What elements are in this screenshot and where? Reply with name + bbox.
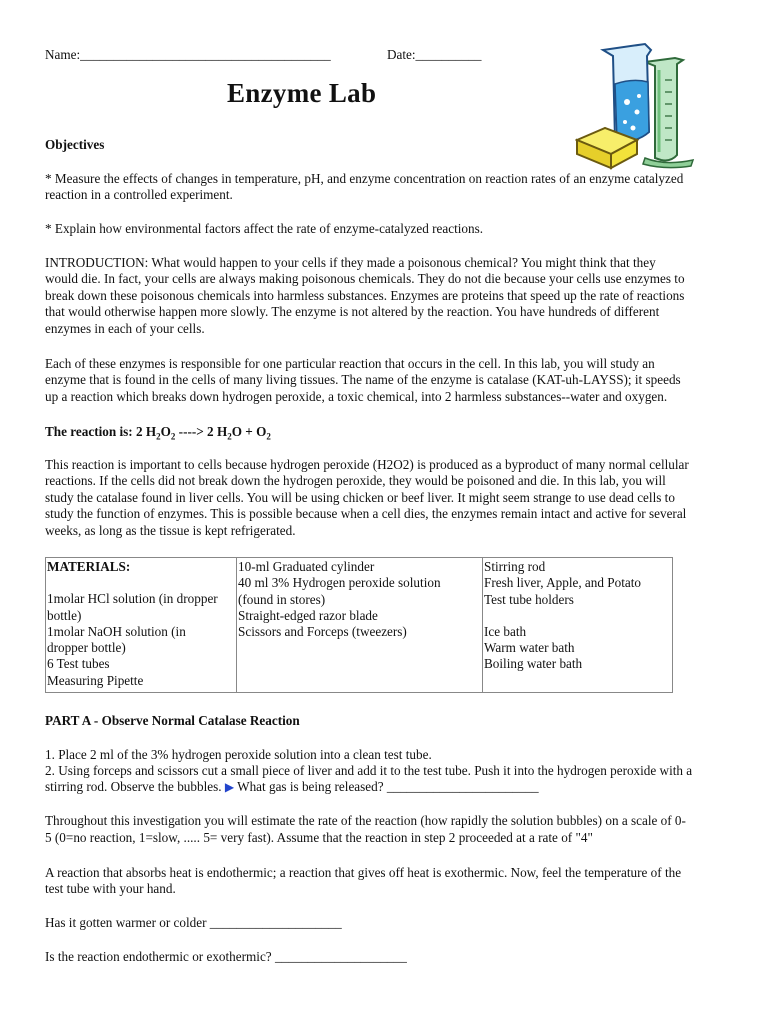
intro-line: that would otherwise happen more slowly. The enzyme is not altered by the reaction. You have hundreds of different xyxy=(45,304,660,319)
material-item: bottle) xyxy=(47,607,82,623)
para3-line: study the function of enzymes. This is possible because when a cell dies, the enzymes remain intact and active for several xyxy=(45,506,687,521)
materials-col-3 xyxy=(483,558,673,693)
material-item: 40 ml 3% Hydrogen peroxide solution xyxy=(238,575,441,591)
material-item: 6 Test tubes xyxy=(47,656,110,672)
gas-question[interactable]: What gas is being released? _______________________ xyxy=(237,779,539,794)
page-title: Enzyme Lab xyxy=(227,78,377,108)
intro-line: INTRODUCTION: What would happen to your cells if they made a poisonous chemical? You might think that they xyxy=(45,255,656,270)
heat-line-2: test tube with your hand. xyxy=(45,881,176,896)
material-item: Test tube holders xyxy=(484,591,574,607)
materials-table xyxy=(45,557,673,693)
materials-col-2 xyxy=(237,558,483,693)
intro-line: would die. In fact, your cells are always making poisonous chemicals. They do not die because your cells use enzymes to xyxy=(45,271,685,286)
reaction-equation: The reaction is: 2 $H_2O_2$ ----> 2 $H_2O + O_2$ xyxy=(45,424,271,442)
material-item: Warm water bath xyxy=(484,640,575,656)
part-a-step-2-line-2: stirring rod. Observe the bubbles. ▶ What gas is being released? _______________________ xyxy=(45,779,539,794)
material-item: dropper bottle) xyxy=(47,640,126,656)
material-item: (found in stores) xyxy=(238,591,326,607)
part-a-step-2-line-1: 2. Using forceps and scissors cut a small piece of liver and add it to the test tube. Push it into the hydrogen peroxide with a xyxy=(45,763,693,778)
para3-line: This reaction is important to cells because hydrogen peroxide (H2O2) is produced as a byproduct of many normal cellular xyxy=(45,457,689,472)
lab-glassware-icon xyxy=(575,40,725,170)
question-endo-exo[interactable]: Is the reaction endothermic or exothermic? ____________________ xyxy=(45,949,407,964)
material-item: 1molar HCl solution (in dropper xyxy=(47,591,218,607)
scale-line-1: Throughout this investigation you will estimate the rate of the reaction (how rapidly the solution bubbles) on a scale of 0- xyxy=(45,813,686,828)
play-arrow-icon: ▶ xyxy=(224,780,235,794)
material-item: Scissors and Forceps (tweezers) xyxy=(238,624,407,640)
para3-line: reactions. If the cells did not break down the hydrogen peroxide, they would be poisoned and die. In this lab, you will xyxy=(45,473,666,488)
question-warmer-colder[interactable]: Has it gotten warmer or colder ____________________ xyxy=(45,915,342,930)
objectives-heading: Objectives xyxy=(45,137,105,152)
material-item: Straight-edged razor blade xyxy=(238,607,378,623)
scale-line-2: 5 (0=no reaction, 1=slow, ..... 5= very fast). Assume that the reaction in step 2 proceeded at a rate of "4" xyxy=(45,830,593,845)
part-a-heading: PART A - Observe Normal Catalase Reaction xyxy=(45,713,300,728)
objective-1-line-1: * Measure the effects of changes in temperature, pH, and enzyme concentration on reaction rates of an enzyme catalyzed xyxy=(45,171,684,186)
name-field[interactable]: Name:______________________________________ xyxy=(45,47,331,62)
objective-2: * Explain how environmental factors affect the rate of enzyme-catalyzed reactions. xyxy=(45,221,484,236)
material-item: Boiling water bath xyxy=(484,656,583,672)
material-item: Stirring rod xyxy=(484,559,546,574)
para2-line: Each of these enzymes is responsible for one particular reaction that occurs in the cell. In this lab, you will study an xyxy=(45,356,655,371)
material-item: Ice bath xyxy=(484,623,527,639)
para3-line: study the catalase found in liver cells. You will be using chicken or beef liver. It might seem strange to use dead cells to xyxy=(45,490,675,505)
intro-line: enzymes in each of your cells. xyxy=(45,321,205,336)
para2-line: enzyme that is found in the cells of many living tissues. The name of the enzyme is catalase (KAT-uh-LAYSS); it speeds xyxy=(45,372,681,387)
objective-1-line-2: reaction in a controlled experiment. xyxy=(45,187,233,202)
para3-line: weeks, as long as the tissue is kept refrigerated. xyxy=(45,523,296,538)
materials-heading: MATERIALS: xyxy=(47,559,131,574)
material-item: 1molar NaOH solution (in xyxy=(47,623,186,639)
material-item: 10-ml Graduated cylinder xyxy=(238,559,375,574)
materials-col-1 xyxy=(46,558,237,693)
intro-line: break down these poisonous chemicals into harmless substances. Enzymes are proteins that speed up the rate of reactions xyxy=(45,288,685,303)
material-item: Measuring Pipette xyxy=(47,672,144,688)
para2-line: up a reaction which breaks down hydrogen peroxide, a toxic chemical, into 2 harmless substances--water and oxygen. xyxy=(45,389,668,404)
date-field[interactable]: Date:__________ xyxy=(387,47,482,62)
material-item: Fresh liver, Apple, and Potato xyxy=(484,575,641,591)
part-a-step-1: 1. Place 2 ml of the 3% hydrogen peroxide solution into a clean test tube. xyxy=(45,747,432,762)
heat-line-1: A reaction that absorbs heat is endothermic; a reaction that gives off heat is exothermic. Now, feel the temperature of the xyxy=(45,865,682,880)
